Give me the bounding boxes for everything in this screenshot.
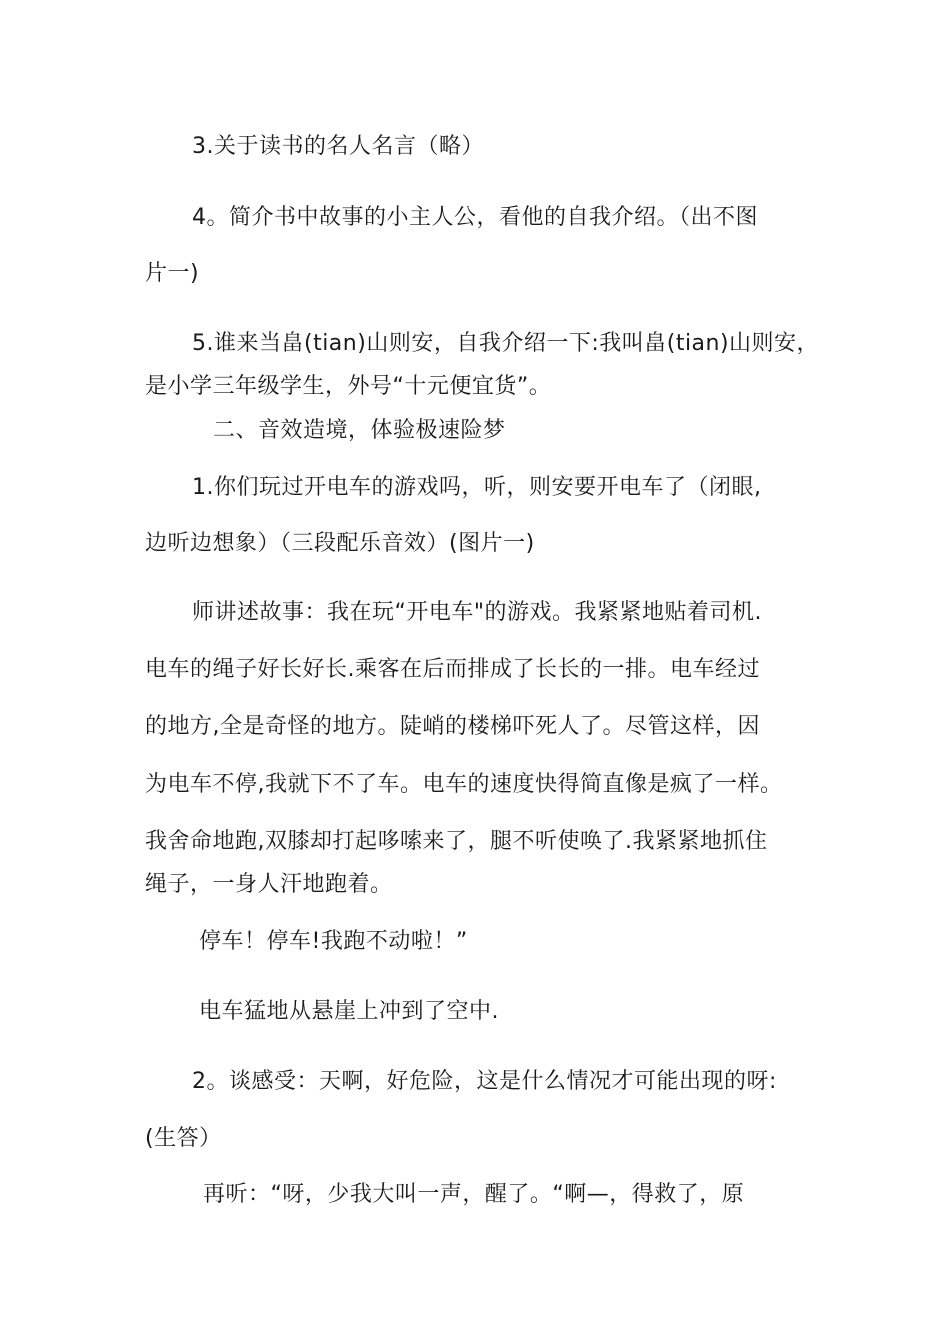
text-line: 边听边想象）（三段配乐音效）(图片一) <box>145 531 535 556</box>
text-line: 为电车不停,我就下不了车。电车的速度快得简直像是疯了一样。 <box>145 772 783 797</box>
text-line: 4。简介书中故事的小主人公，看他的自我介绍。（出不图 <box>192 205 758 230</box>
text-line: 电车猛地从悬崖上冲到了空中. <box>199 999 499 1024</box>
text-line: 3.关于读书的名人名言（略） <box>192 134 484 159</box>
text-line: 我舍命地跑,双膝却打起哆嗦来了，腿不听使唤了.我紧紧地抓住 <box>145 829 768 854</box>
text-line: 是小学三年级学生，外号“十元便宜货”。 <box>145 374 552 399</box>
text-line: 1.你们玩过开电车的游戏吗，听，则安要开电车了（闭眼, <box>192 475 762 500</box>
text-line: 停车！停车!我跑不动啦！” <box>199 929 468 954</box>
text-line: (生答） <box>145 1126 222 1151</box>
text-line: 再听：“呀，少我大叫一声，醒了。“啊—，得救了，原 <box>203 1182 745 1207</box>
text-line: 片一) <box>145 261 200 286</box>
section-heading: 二、音效造境，体验极速险梦 <box>213 418 506 443</box>
text-line: 5.谁来当畠(tian)山则安，自我介绍一下:我叫畠(tian)山则安， <box>192 331 820 356</box>
text-line: 师讲述故事：我在玩“开电车"的游戏。我紧紧地贴着司机. <box>192 600 763 625</box>
text-line: 2。谈感受：天啊，好危险，这是什么情况才可能出现的呀: <box>192 1069 777 1094</box>
text-line: 的地方,全是奇怪的地方。陡峭的楼梯吓死人了。尽管这样，因 <box>145 714 760 739</box>
text-line: 电车的绳子好长好长.乘客在后而排成了长长的一排。电车经过 <box>145 657 760 682</box>
text-line: 绳子，一身人汗地跑着。 <box>145 872 393 897</box>
